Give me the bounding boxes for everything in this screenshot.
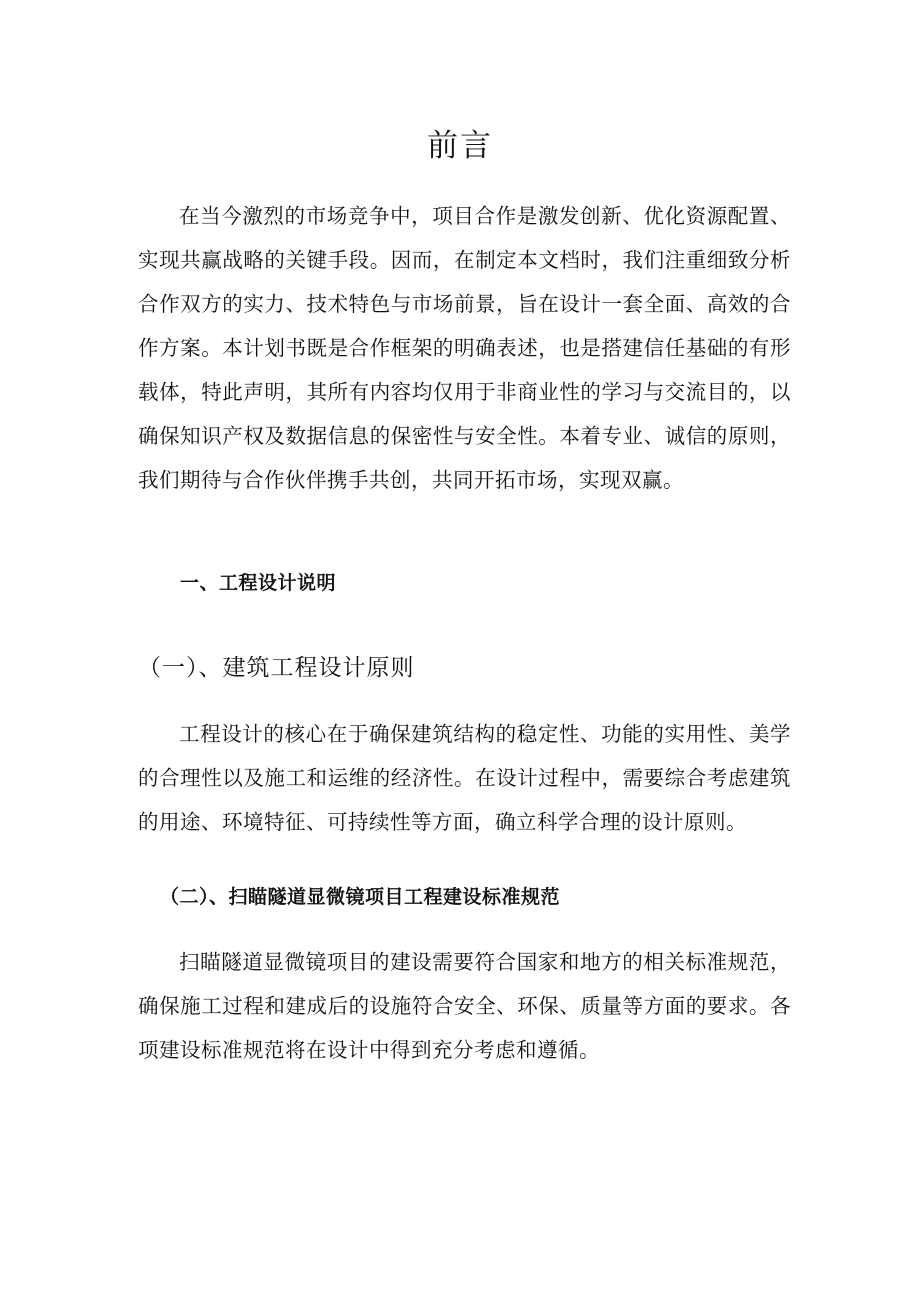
section-heading-engineering-design: 一、工程设计说明 <box>180 572 337 594</box>
construction-standards-paragraph: 扫瞄隧道显微镜项目的建设需要符合国家和地方的相关标准规范，确保施工过程和建成后的设施符合安全、环保、质量等方面的要求。各项建设标准规范将在设计中得到充分考虑和遵循。 <box>138 950 791 1062</box>
design-principles-paragraph: 工程设计的核心在于确保建筑结构的稳定性、功能的实用性、美学的合理性以及施工和运维的经济性。在设计过程中，需要综合考虑建筑的用途、环境特征、可持续性等方面，确立科学合理的设计原则。 <box>138 722 791 834</box>
intro-paragraph: 在当今激烈的市场竞争中，项目合作是激发创新、优化资源配置、实现共赢战略的关键手段。因而，在制定本文档时，我们注重细致分析合作双方的实力、技术特色与市场前景，旨在设计一套全面、高效的合作方案。本计划书既是合作框架的明确表述，也是搭建信任基础的有形载体，特此声明，其所有内容均仅用于非商业性的学习与交流目的，以确保知识产权及数据信息的保密性与安全性。本着专业、诚信的原则，我们期待与合作伙伴携手共创，共同开拓市场，实现双赢。 <box>138 204 791 492</box>
subsection-heading-design-principles: （一）、建筑工程设计原则 <box>138 655 415 681</box>
page-title: 前言 <box>427 128 493 164</box>
subsection-heading-construction-standards: （二）、扫瞄隧道显微镜项目工程建设标准规范 <box>160 886 561 908</box>
